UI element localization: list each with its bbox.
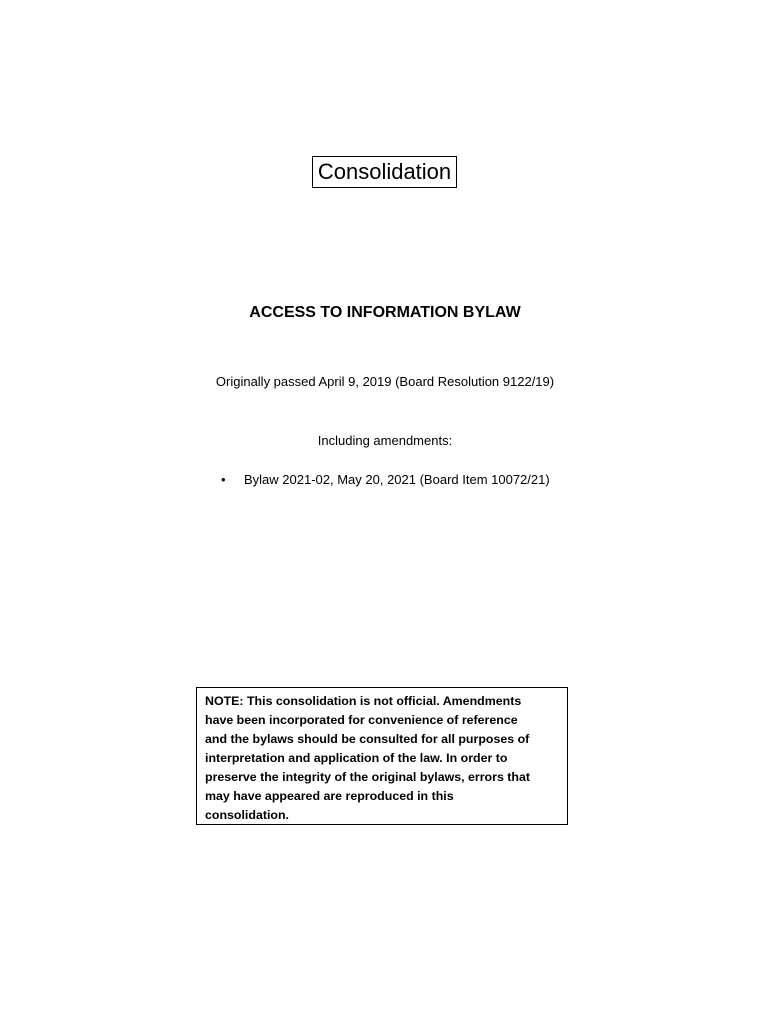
consolidation-heading: Consolidation xyxy=(312,156,457,188)
note-box xyxy=(196,687,568,825)
amendment-item xyxy=(221,471,550,489)
originally-passed-text: Originally passed April 9, 2019 (Board Resolution 9122/19) xyxy=(215,374,555,389)
note-line: have been incorporated for convenience of reference xyxy=(205,713,518,727)
note-line: preserve the integrity of the original bylaws, errors that xyxy=(205,770,530,784)
bylaw-title: ACCESS TO INFORMATION BYLAW xyxy=(249,304,521,321)
note-line: NOTE: This consolidation is not official. Amendments xyxy=(205,694,522,708)
note-line: and the bylaws should be consulted for all purposes of xyxy=(205,732,530,746)
note-line: consolidation. xyxy=(205,808,289,822)
amendment-list xyxy=(221,471,550,489)
bullet-icon: • xyxy=(221,472,226,487)
including-amendments-label: Including amendments: xyxy=(317,433,453,448)
amendment-text: Bylaw 2021-02, May 20, 2021 (Board Item 10072/21) xyxy=(244,472,550,487)
note-line: may have appeared are reproduced in this xyxy=(205,789,454,803)
note-line: interpretation and application of the law. In order to xyxy=(205,751,508,765)
